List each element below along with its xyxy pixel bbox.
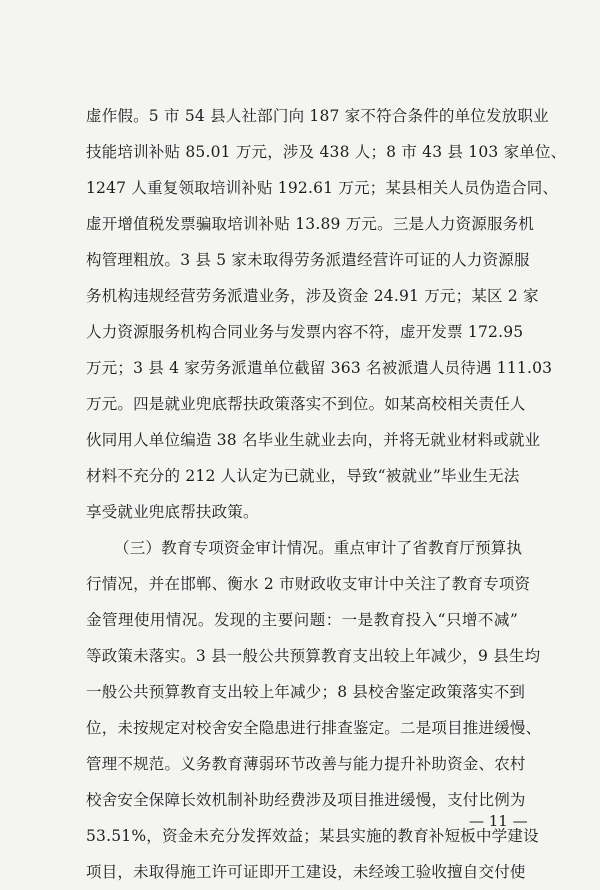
text-line: 虚作假。5 市 54 县人社部门向 187 家不符合条件的单位发放职业	[86, 107, 549, 125]
text-line: 人力资源服务机构合同业务与发票内容不符，虚开发票 172.95	[86, 323, 524, 341]
text-line: 务机构违规经营劳务派遣业务，涉及资金 24.91 万元；某区 2 家	[86, 287, 539, 305]
text-line: 虚开增值税发票骗取培训补贴 13.89 万元。三是人力资源服务机	[86, 215, 535, 233]
text-line: 管理不规范。义务教育薄弱环节改善与能力提升补助资金、农村	[86, 755, 526, 773]
text-line: 材料不充分的 212 人认定为已就业，导致“被就业”毕业生无法	[86, 467, 520, 485]
section-heading-line: （三）教育专项资金审计情况。重点审计了省教育厅预算执	[114, 539, 523, 557]
text-line: 行情况，并在邯郸、衡水 2 市财政收支审计中关注了教育专项资	[86, 575, 531, 593]
text-line: 构管理粗放。3 县 5 家未取得劳务派遣经营许可证的人力资源服	[86, 251, 530, 269]
text-line: 技能培训补贴 85.01 万元，涉及 438 人；8 市 43 县 103 家单位、	[86, 143, 567, 161]
text-line: 万元。四是就业兜底帮扶政策落实不到位。如某高校相关责任人	[86, 395, 526, 413]
body-text	[86, 98, 567, 890]
text-line: 金管理使用情况。发现的主要问题：一是教育投入“只增不减”	[86, 611, 518, 629]
text-line: 项目，未取得施工许可证即开工建设，未经竣工验收擅自交付使	[86, 863, 526, 881]
text-line: 万元；3 县 4 家劳务派遣单位截留 363 名被派遣人员待遇 111.03	[86, 359, 553, 377]
text-line: 1247 人重复领取培训补贴 192.61 万元；某县相关人员伪造合同、	[86, 179, 559, 197]
text-line: 等政策未落实。3 县一般公共预算教育支出较上年减少，9 县生均	[86, 647, 541, 665]
text-line: 校舍安全保障长效机制补助经费涉及项目推进缓慢，支付比例为	[86, 791, 526, 809]
text-line-paragraph-end: 享受就业兜底帮扶政策。	[86, 503, 259, 521]
text-line: 位，未按规定对校舍安全隐患进行排查鉴定。二是项目推进缓慢、	[86, 719, 542, 737]
text-line: 53.51%，资金未充分发挥效益；某县实施的教育补短板中学建设	[86, 827, 539, 845]
page-number: — 11 —	[469, 812, 528, 830]
text-line: 伙同用人单位编造 38 名毕业生就业去向，并将无就业材料或就业	[86, 431, 541, 449]
text-line: 一般公共预算教育支出较上年减少；8 县校舍鉴定政策落实不到	[86, 683, 526, 701]
